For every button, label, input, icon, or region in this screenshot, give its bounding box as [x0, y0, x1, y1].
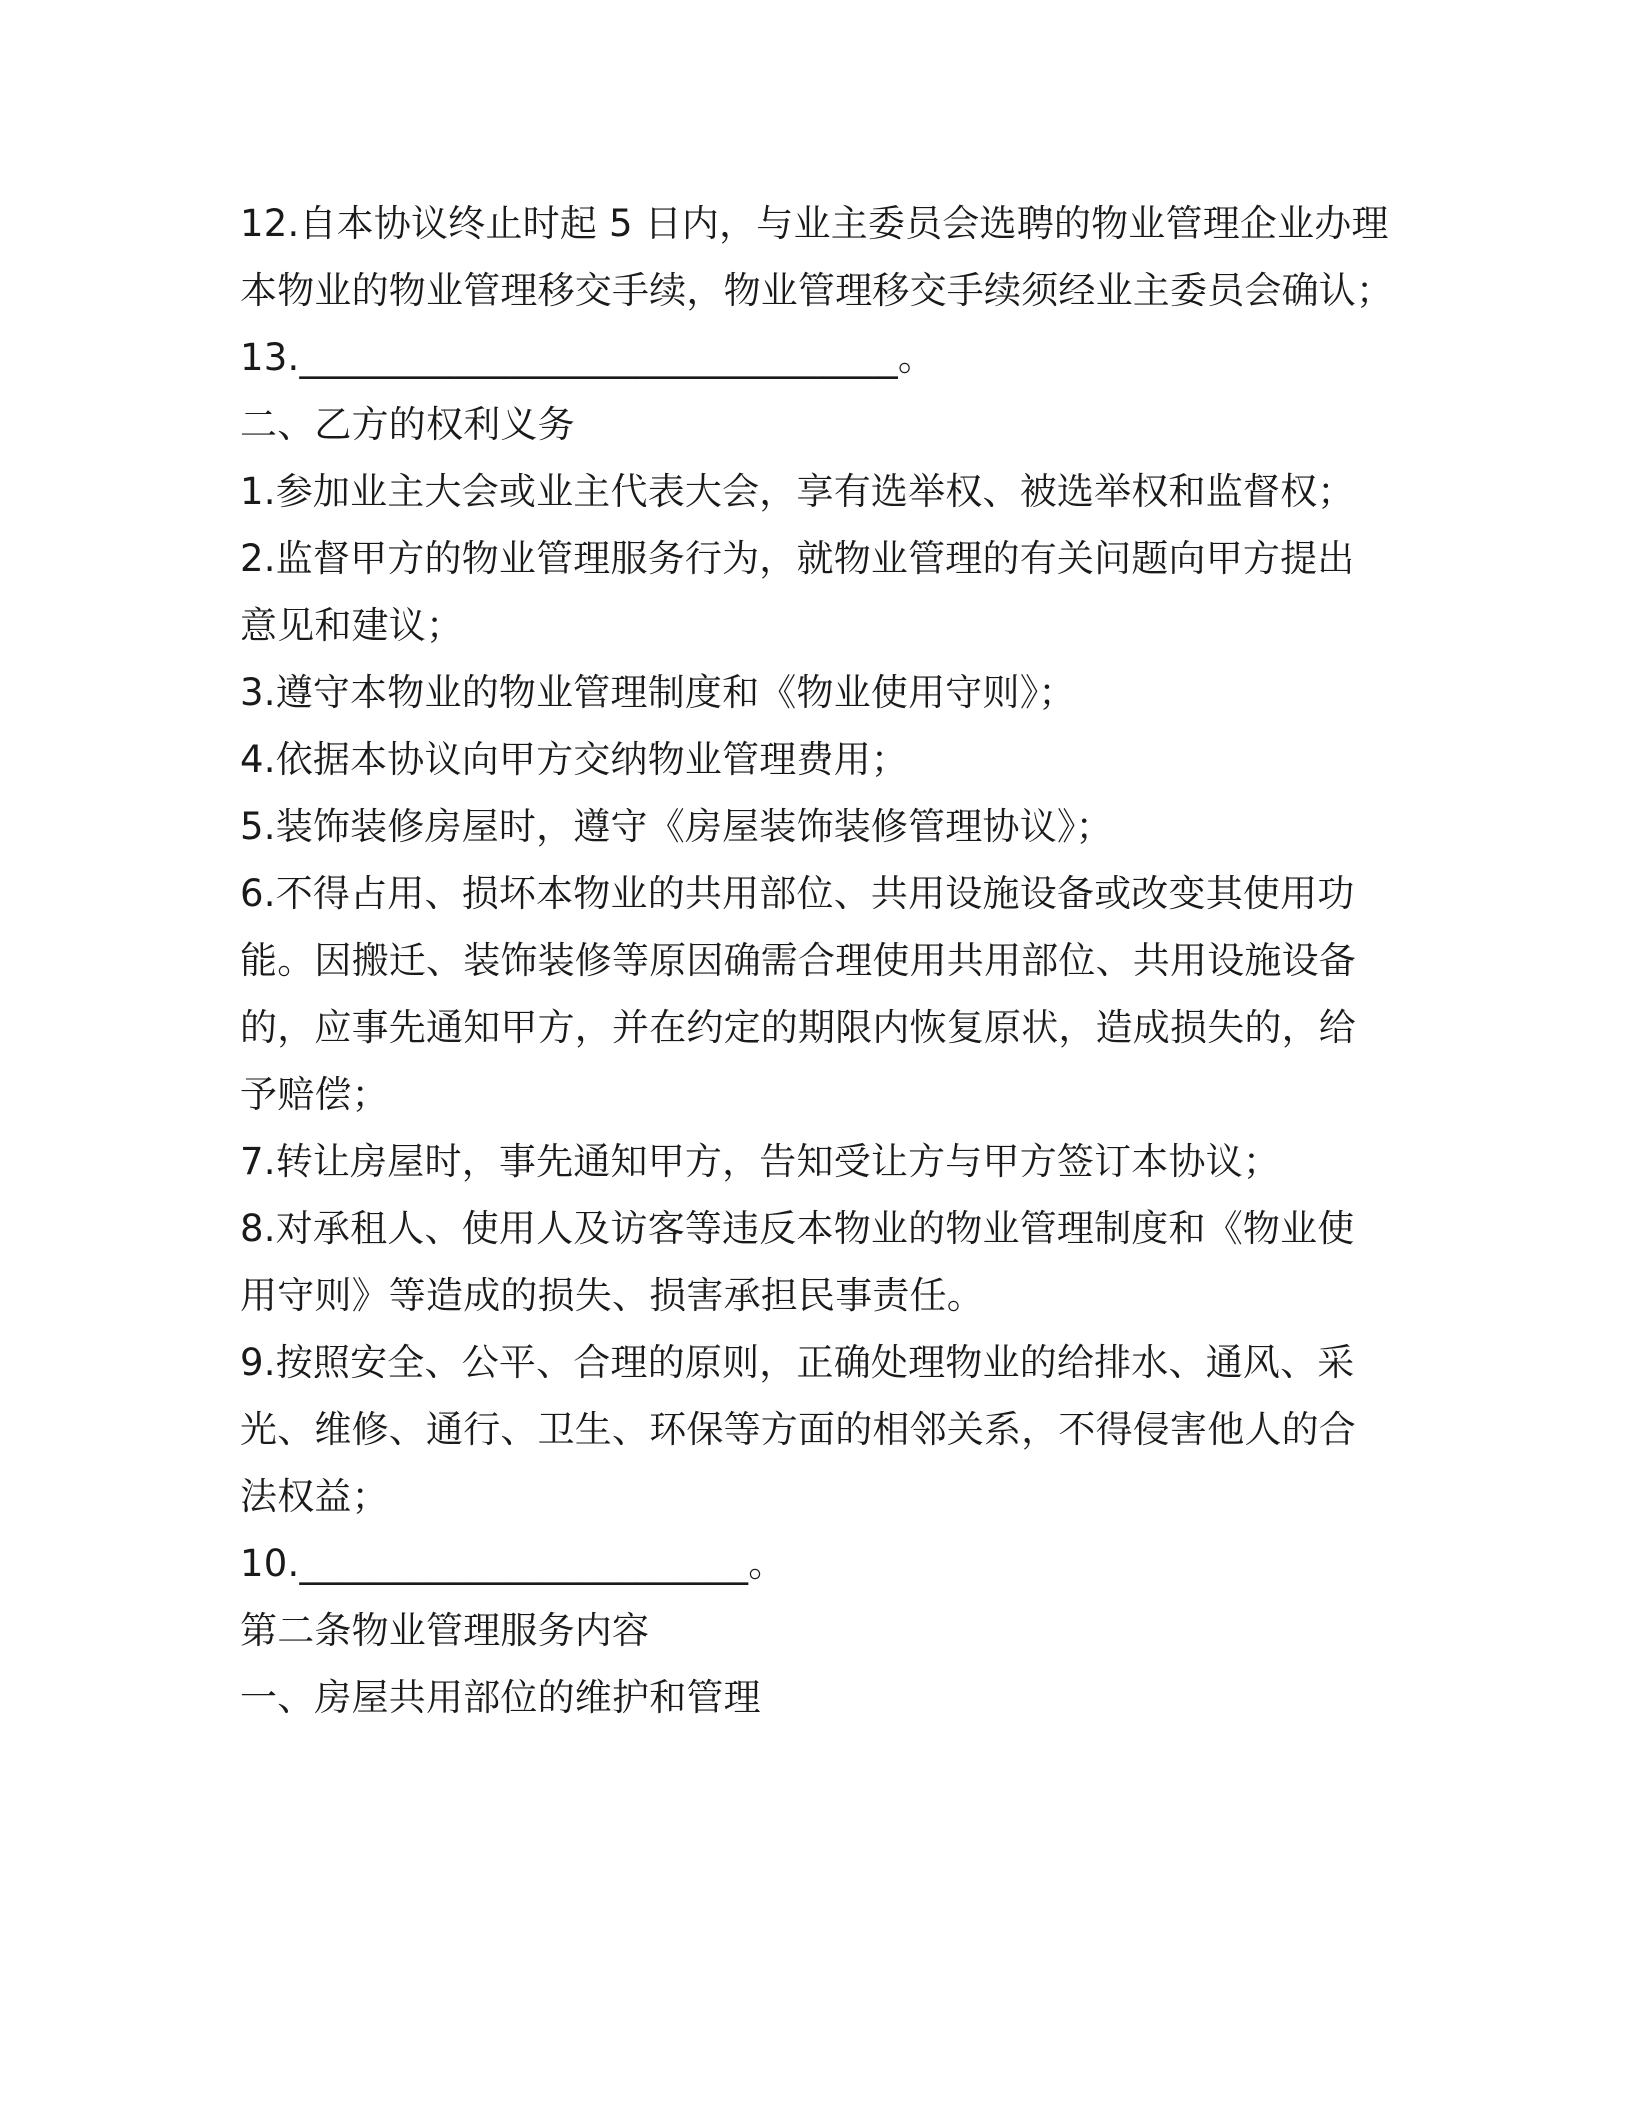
text-line: 本物业的物业管理移交手续，物业管理移交手续须经业主委员会确认； [240, 269, 1394, 312]
section-heading: 二、乙方的权利义务 [240, 403, 575, 446]
text-line: 1.参加业主大会或业主代表大会，享有选举权、被选举权和监督权； [240, 470, 1355, 513]
text-line: 12.自本协议终止时起 5 日内，与业主委员会选聘的物业管理企业办理 [240, 202, 1389, 245]
text-line: 13.________________________________。 [240, 336, 936, 379]
text-line: 的，应事先通知甲方，并在约定的期限内恢复原状，造成损失的，给 [240, 1006, 1356, 1049]
text-line: 4.依据本协议向甲方交纳物业管理费用； [240, 738, 909, 781]
text-line: 3.遵守本物业的物业管理制度和《物业使用守则》； [240, 671, 1076, 714]
text-line: 能。因搬迁、装饰装修等原因确需合理使用共用部位、共用设施设备 [240, 939, 1356, 982]
document-body [240, 190, 1394, 1731]
text-line: 8.对承租人、使用人及访客等违反本物业的物业管理制度和《物业使 [240, 1207, 1355, 1250]
text-line: 用守则》等造成的损失、损害承担民事责任。 [240, 1274, 984, 1317]
text-line: 法权益； [240, 1475, 389, 1518]
section-heading: 第二条物业管理服务内容 [240, 1609, 650, 1652]
text-line: 5.装饰装修房屋时，遵守《房屋装饰装修管理协议》； [240, 805, 1113, 848]
text-line: 9.按照安全、公平、合理的原则，正确处理物业的给排水、通风、采 [240, 1341, 1355, 1384]
text-line: 光、维修、通行、卫生、环保等方面的相邻关系，不得侵害他人的合 [240, 1408, 1356, 1451]
text-line: 予赔偿； [240, 1073, 389, 1116]
section-heading: 一、房屋共用部位的维护和管理 [240, 1676, 761, 1719]
text-line: 2.监督甲方的物业管理服务行为，就物业管理的有关问题向甲方提出 [240, 537, 1355, 580]
text-line: 7.转让房屋时，事先通知甲方，告知受让方与甲方签订本协议； [240, 1140, 1281, 1183]
text-line: 意见和建议； [240, 604, 464, 647]
text-line: 10.________________________。 [240, 1542, 786, 1585]
text-line: 6.不得占用、损坏本物业的共用部位、共用设施设备或改变其使用功 [240, 872, 1355, 915]
